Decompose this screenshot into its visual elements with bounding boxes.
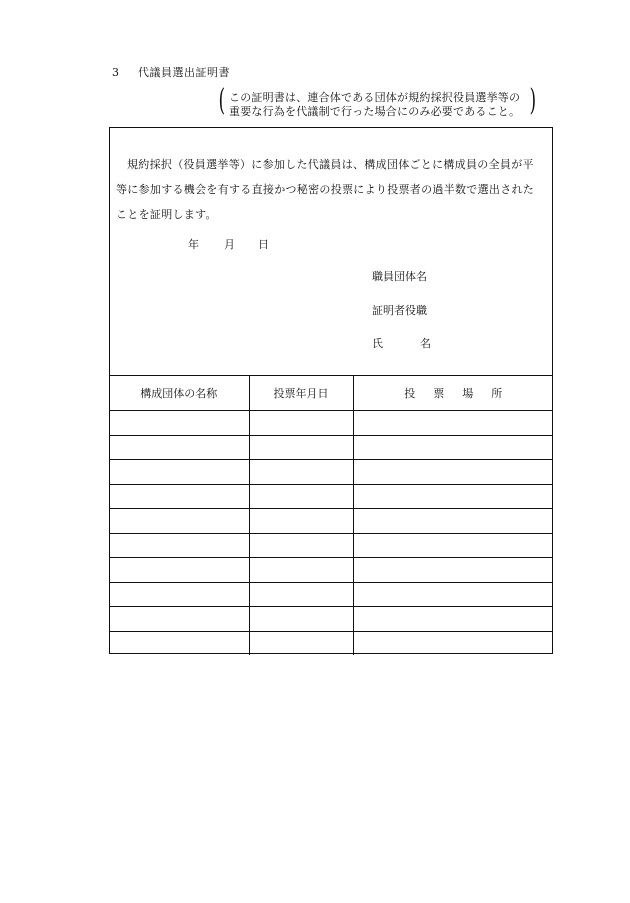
close-paren: ) [529, 83, 537, 118]
table-row [109, 558, 553, 583]
date-day-label: 日 [258, 238, 269, 251]
table-row [109, 435, 553, 460]
certifier-position-field: 証明者役職 [372, 304, 427, 317]
section-title: 代議員選出証明書 [138, 66, 230, 79]
group-name-cell[interactable] [109, 582, 249, 607]
table-row [109, 582, 553, 607]
name-field [372, 335, 431, 351]
group-name-cell[interactable] [109, 411, 249, 436]
table-row [109, 607, 553, 632]
note-line-1: この証明書は、連合体である団体が規約採択役員選挙等の [229, 91, 521, 104]
vote-date-cell[interactable] [249, 411, 353, 436]
vote-place-cell[interactable] [353, 411, 553, 436]
date-month-label: 月 [224, 238, 235, 251]
table-row [109, 460, 553, 485]
statement-line-1: 規約採択（役員選挙等）に参加した代議員は、構成団体ごとに構成員の全員が平 [127, 158, 534, 171]
vote-place-cell[interactable] [353, 607, 553, 632]
header-group-name: 構成団体の名称 [109, 376, 249, 411]
header-vote-date: 投票年月日 [249, 376, 353, 411]
date-year-label: 年 [188, 238, 199, 251]
vote-place-cell[interactable] [353, 484, 553, 509]
vote-place-cell[interactable] [353, 558, 553, 583]
certificate-frame [109, 127, 553, 654]
vote-date-cell[interactable] [249, 533, 353, 558]
note-line-2: 重要な行為を代議制で行った場合にのみ必要であること。 [229, 105, 521, 118]
group-name-cell[interactable] [109, 484, 249, 509]
statement-line-3: ことを証明します。 [116, 208, 217, 221]
vote-date-cell[interactable] [249, 558, 353, 583]
vote-place-cell[interactable] [353, 435, 553, 460]
table-row [109, 533, 553, 558]
vote-place-cell[interactable] [353, 460, 553, 485]
group-name-cell[interactable] [109, 631, 249, 655]
group-name-cell[interactable] [109, 607, 249, 632]
name-label-first: 氏 [372, 337, 383, 350]
table-row [109, 631, 553, 655]
section-number: 3 [112, 66, 120, 79]
group-name-cell[interactable] [109, 460, 249, 485]
voting-table [109, 375, 553, 655]
vote-date-cell[interactable] [249, 460, 353, 485]
org-name-field: 職員団体名 [372, 270, 427, 283]
vote-place-cell[interactable] [353, 533, 553, 558]
table-row [109, 411, 553, 436]
header-vote-place: 投票場所 [353, 376, 553, 411]
vote-place-cell[interactable] [353, 631, 553, 655]
name-label-second: 名 [420, 337, 431, 350]
table-row [109, 509, 553, 534]
vote-place-cell[interactable] [353, 509, 553, 534]
vote-place-cell[interactable] [353, 582, 553, 607]
vote-date-cell[interactable] [249, 607, 353, 632]
vote-date-cell[interactable] [249, 484, 353, 509]
vote-date-cell[interactable] [249, 435, 353, 460]
usage-note [218, 83, 542, 120]
table-row [109, 484, 553, 509]
open-paren: ( [218, 83, 226, 118]
group-name-cell[interactable] [109, 533, 249, 558]
table-header-row [109, 376, 553, 411]
group-name-cell[interactable] [109, 558, 249, 583]
statement-line-2: 等に参加する機会を有する直接かつ秘密の投票により投票者の過半数で選出された [116, 183, 535, 196]
section-heading [112, 64, 230, 80]
certificate-statement [116, 152, 548, 227]
group-name-cell[interactable] [109, 435, 249, 460]
vote-date-cell[interactable] [249, 631, 353, 655]
vote-date-cell[interactable] [249, 582, 353, 607]
vote-date-cell[interactable] [249, 509, 353, 534]
group-name-cell[interactable] [109, 509, 249, 534]
